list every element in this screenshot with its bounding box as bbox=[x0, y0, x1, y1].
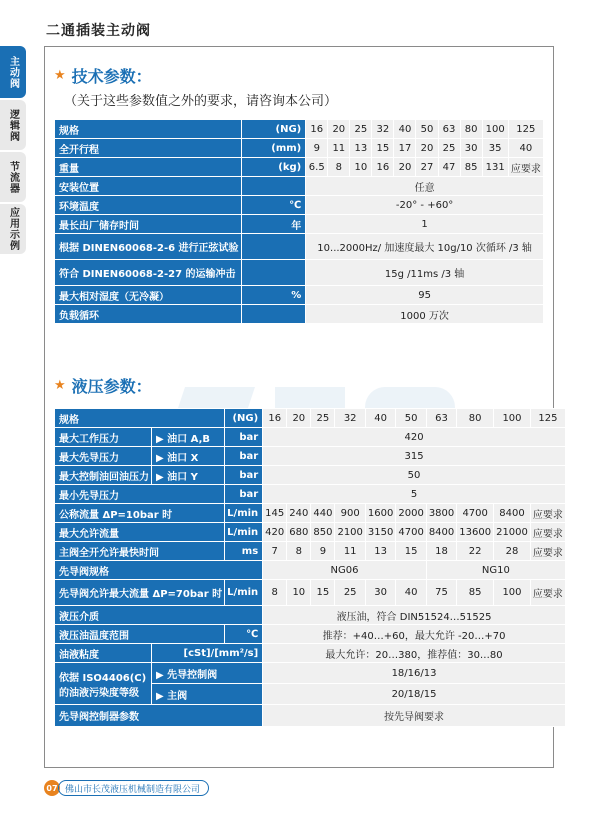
value-cell: 16 bbox=[263, 409, 287, 428]
value-cell: 28 bbox=[494, 542, 531, 561]
table-row bbox=[55, 177, 544, 196]
row-label: 规格 bbox=[55, 409, 225, 428]
value-cell: 1000 万次 bbox=[306, 305, 544, 324]
value-cell: 27 bbox=[416, 158, 438, 177]
value-cell: 13600 bbox=[457, 523, 494, 542]
value-cell: 131 bbox=[482, 158, 508, 177]
row-unit: [cSt]/[mm²/s] bbox=[152, 644, 263, 663]
row-unit: bar bbox=[225, 447, 263, 466]
value-cell: 9 bbox=[311, 542, 335, 561]
iso-label-line2: 的油液污染度等级 bbox=[59, 687, 139, 699]
value-cell: 40 bbox=[365, 409, 395, 428]
row-label: 环境温度 bbox=[55, 196, 242, 215]
row-unit: ms bbox=[225, 542, 263, 561]
value-cell: 680 bbox=[287, 523, 311, 542]
value-cell: 900 bbox=[335, 504, 365, 523]
value-cell: 11 bbox=[328, 139, 350, 158]
row-unit: bar bbox=[225, 428, 263, 447]
value-cell: 440 bbox=[311, 504, 335, 523]
value-cell: 3800 bbox=[426, 504, 456, 523]
value-cell: 63 bbox=[426, 409, 456, 428]
value-cell: 32 bbox=[335, 409, 365, 428]
value-cell: 20 bbox=[328, 120, 350, 139]
value-cell: 13 bbox=[365, 542, 395, 561]
value-cell: 15 bbox=[372, 139, 394, 158]
row-label bbox=[55, 663, 152, 705]
row-unit bbox=[242, 305, 306, 324]
value-cell: 按先导阀要求 bbox=[263, 705, 566, 727]
value-cell: 20 bbox=[287, 409, 311, 428]
value-cell: NG06 bbox=[263, 561, 427, 580]
value-cell: 80 bbox=[460, 120, 482, 139]
value-cell: 1 bbox=[306, 215, 544, 234]
table-row bbox=[55, 625, 566, 644]
page-number: 07 bbox=[44, 780, 60, 796]
value-cell: 应要求 bbox=[530, 523, 565, 542]
row-unit bbox=[242, 260, 306, 286]
value-cell: 16 bbox=[306, 120, 328, 139]
value-cell: 25 bbox=[350, 120, 372, 139]
value-cell: 17 bbox=[394, 139, 416, 158]
value-cell: 8 bbox=[263, 580, 287, 606]
row-label: 液压介质 bbox=[55, 606, 263, 625]
value-cell: 40 bbox=[396, 580, 426, 606]
value-cell: 80 bbox=[457, 409, 494, 428]
value-cell: 应要求 bbox=[530, 580, 565, 606]
value-cell: 液压油，符合 DIN51524…51525 bbox=[263, 606, 566, 625]
value-cell: -20° - +60° bbox=[306, 196, 544, 215]
row-label: 先导阀允许最大流量 ΔP=70bar 时 bbox=[55, 580, 225, 606]
tech-section-title: 技术参数： bbox=[71, 67, 152, 86]
table-row bbox=[55, 286, 544, 305]
value-cell: 145 bbox=[263, 504, 287, 523]
row-label: 全开行程 bbox=[55, 139, 242, 158]
value-cell: 推荐：+40…+60，最大允许 -20…+70 bbox=[263, 625, 566, 644]
value-cell: 85 bbox=[460, 158, 482, 177]
value-cell: 21000 bbox=[494, 523, 531, 542]
value-cell: 20 bbox=[394, 158, 416, 177]
value-cell: 8 bbox=[287, 542, 311, 561]
value-cell: 4700 bbox=[396, 523, 426, 542]
iso-label-line1: 依据 ISO4406(C) bbox=[59, 672, 147, 684]
row-unit: ℃ bbox=[225, 625, 263, 644]
row-label: 重量 bbox=[55, 158, 242, 177]
value-cell: 8 bbox=[328, 158, 350, 177]
star-icon: ★ bbox=[54, 378, 66, 393]
table-row bbox=[55, 580, 566, 606]
value-cell: 16 bbox=[372, 158, 394, 177]
row-label: 最小先导压力 bbox=[55, 485, 225, 504]
hyd-table bbox=[54, 408, 566, 727]
side-tab-main-valve[interactable]: 主动阀 bbox=[0, 46, 26, 98]
tech-section-header bbox=[54, 64, 152, 87]
row-unit: (mm) bbox=[242, 139, 306, 158]
row-unit: bar bbox=[225, 485, 263, 504]
row-unit: L/min bbox=[225, 523, 263, 542]
row-label: 最大控制油回油压力 bbox=[55, 466, 152, 485]
row-label: 先导阀规格 bbox=[55, 561, 263, 580]
value-cell: 85 bbox=[457, 580, 494, 606]
table-row bbox=[55, 504, 566, 523]
table-row bbox=[55, 663, 566, 684]
table-row bbox=[55, 305, 544, 324]
value-cell: 25 bbox=[438, 139, 460, 158]
value-cell: 315 bbox=[263, 447, 566, 466]
value-cell: 应要求 bbox=[508, 158, 543, 177]
table-row bbox=[55, 447, 566, 466]
page-title: 二通插装主动阀 bbox=[46, 23, 151, 39]
company-name: 佛山市长茂液压机械制造有限公司 bbox=[58, 780, 209, 796]
value-cell: 125 bbox=[508, 120, 543, 139]
row-unit: 年 bbox=[242, 215, 306, 234]
table-row bbox=[55, 234, 544, 260]
value-cell: 50 bbox=[263, 466, 566, 485]
value-cell: 25 bbox=[311, 409, 335, 428]
value-cell: 25 bbox=[335, 580, 365, 606]
value-cell: 任意 bbox=[306, 177, 544, 196]
value-cell: 35 bbox=[482, 139, 508, 158]
value-cell: 100 bbox=[494, 580, 531, 606]
row-unit: % bbox=[242, 286, 306, 305]
tech-table bbox=[54, 119, 544, 324]
value-cell: 420 bbox=[263, 523, 287, 542]
value-cell: 30 bbox=[365, 580, 395, 606]
table-row bbox=[55, 409, 566, 428]
table-row bbox=[55, 139, 544, 158]
row-unit: (NG) bbox=[242, 120, 306, 139]
value-cell: 应要求 bbox=[530, 504, 565, 523]
value-cell: 420 bbox=[263, 428, 566, 447]
value-cell: 18/16/13 bbox=[263, 663, 566, 684]
row-label: 公称流量 ΔP=10bar 时 bbox=[55, 504, 225, 523]
value-cell: 22 bbox=[457, 542, 494, 561]
value-cell: 20/18/15 bbox=[263, 684, 566, 705]
footer bbox=[44, 780, 209, 796]
value-cell: 63 bbox=[438, 120, 460, 139]
table-row bbox=[55, 215, 544, 234]
row-unit: bar bbox=[225, 466, 263, 485]
row-label: 油液粘度 bbox=[55, 644, 152, 663]
hyd-section-header bbox=[54, 374, 152, 397]
value-cell: NG10 bbox=[426, 561, 565, 580]
side-tab-throttle[interactable]: 节流器 bbox=[0, 152, 26, 202]
row-label: 先导阀控制器参数 bbox=[55, 705, 263, 727]
row-unit bbox=[242, 234, 306, 260]
value-cell: 4700 bbox=[457, 504, 494, 523]
row-label: 主阀全开允许最快时间 bbox=[55, 542, 225, 561]
row-unit bbox=[242, 177, 306, 196]
value-cell: 40 bbox=[394, 120, 416, 139]
row-label: 最大允许流量 bbox=[55, 523, 225, 542]
value-cell: 8400 bbox=[494, 504, 531, 523]
value-cell: 应要求 bbox=[530, 542, 565, 561]
row-unit: (NG) bbox=[225, 409, 263, 428]
value-cell: 9 bbox=[306, 139, 328, 158]
value-cell: 95 bbox=[306, 286, 544, 305]
value-cell: 10...2000Hz/ 加速度最大 10g/10 次循环 /3 轴 bbox=[306, 234, 544, 260]
value-cell: 15 bbox=[311, 580, 335, 606]
value-cell: 2000 bbox=[396, 504, 426, 523]
value-cell: 10 bbox=[287, 580, 311, 606]
side-tab-examples[interactable]: 应用示例 bbox=[0, 204, 26, 254]
table-row bbox=[55, 196, 544, 215]
row-label: 根据 DINEN60068-2-6 进行正弦试验 bbox=[55, 234, 242, 260]
value-cell: 240 bbox=[287, 504, 311, 523]
row-unit: ℃ bbox=[242, 196, 306, 215]
value-cell: 7 bbox=[263, 542, 287, 561]
value-cell: 75 bbox=[426, 580, 456, 606]
value-cell: 18 bbox=[426, 542, 456, 561]
table-row bbox=[55, 644, 566, 663]
table-row bbox=[55, 466, 566, 485]
value-cell: 32 bbox=[372, 120, 394, 139]
row-label: 最大工作压力 bbox=[55, 428, 152, 447]
row-label: 最长出厂储存时间 bbox=[55, 215, 242, 234]
row-sublabel: ▶ 油口 X bbox=[152, 447, 225, 466]
row-label: 负载循环 bbox=[55, 305, 242, 324]
table-row bbox=[55, 428, 566, 447]
value-cell: 2100 bbox=[335, 523, 365, 542]
value-cell: 11 bbox=[335, 542, 365, 561]
value-cell: 30 bbox=[460, 139, 482, 158]
value-cell: 最大允许：20…380，推荐值：30…80 bbox=[263, 644, 566, 663]
table-row bbox=[55, 120, 544, 139]
table-row bbox=[55, 561, 566, 580]
row-sublabel: ▶ 油口 A,B bbox=[152, 428, 225, 447]
table-row bbox=[55, 158, 544, 177]
row-label: 最大先导压力 bbox=[55, 447, 152, 466]
row-label: 符合 DINEN60068-2-27 的运输冲击 bbox=[55, 260, 242, 286]
value-cell: 50 bbox=[396, 409, 426, 428]
row-label: 液压油温度范围 bbox=[55, 625, 225, 644]
side-tabs bbox=[0, 46, 26, 256]
value-cell: 20 bbox=[416, 139, 438, 158]
value-cell: 5 bbox=[263, 485, 566, 504]
table-row bbox=[55, 705, 566, 727]
row-sublabel: ▶ 油口 Y bbox=[152, 466, 225, 485]
table-row bbox=[55, 542, 566, 561]
table-row bbox=[55, 523, 566, 542]
value-cell: 125 bbox=[530, 409, 565, 428]
value-cell: 850 bbox=[311, 523, 335, 542]
value-cell: 40 bbox=[508, 139, 543, 158]
table-row bbox=[55, 485, 566, 504]
table-row bbox=[55, 260, 544, 286]
row-unit: (kg) bbox=[242, 158, 306, 177]
row-label: 最大相对湿度（无冷凝） bbox=[55, 286, 242, 305]
value-cell: 13 bbox=[350, 139, 372, 158]
value-cell: 15 bbox=[396, 542, 426, 561]
value-cell: 15g /11ms /3 轴 bbox=[306, 260, 544, 286]
row-unit: L/min bbox=[225, 580, 263, 606]
value-cell: 50 bbox=[416, 120, 438, 139]
value-cell: 3150 bbox=[365, 523, 395, 542]
star-icon: ★ bbox=[54, 68, 66, 83]
row-label: 安装位置 bbox=[55, 177, 242, 196]
side-tab-logic-valve[interactable]: 逻辑阀 bbox=[0, 100, 26, 150]
value-cell: 1600 bbox=[365, 504, 395, 523]
value-cell: 6.5 bbox=[306, 158, 328, 177]
value-cell: 10 bbox=[350, 158, 372, 177]
table-row bbox=[55, 606, 566, 625]
value-cell: 47 bbox=[438, 158, 460, 177]
value-cell: 100 bbox=[494, 409, 531, 428]
value-cell: 100 bbox=[482, 120, 508, 139]
tech-note: （关于这些参数值之外的要求，请咨询本公司） bbox=[64, 94, 338, 109]
value-cell: 8400 bbox=[426, 523, 456, 542]
row-sublabel: ▶ 先导控制阀 bbox=[152, 663, 263, 684]
row-sublabel: ▶ 主阀 bbox=[152, 684, 263, 705]
row-unit: L/min bbox=[225, 504, 263, 523]
hyd-section-title: 液压参数： bbox=[71, 377, 152, 396]
row-label: 规格 bbox=[55, 120, 242, 139]
